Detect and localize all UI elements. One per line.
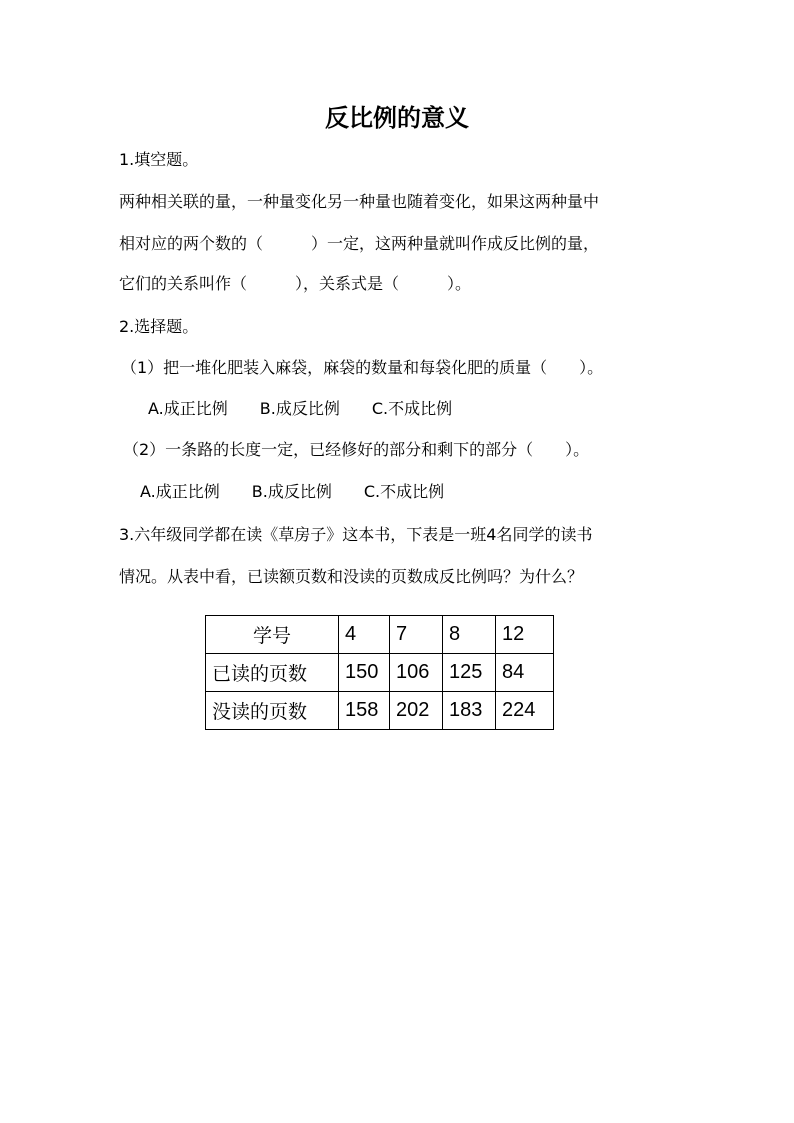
table-cell: 150 [339,654,390,692]
page-title: 反比例的意义 [325,104,469,132]
table-row [206,692,554,730]
q1-text-line-2: 相对应的两个数的（ ）一定，这两种量就叫作成反比例的量， [119,234,600,253]
q3-text-line-1: 3.六年级同学都在读《草房子》这本书，下表是一班4名同学的读书 [119,525,593,544]
table-header-cell: 8 [443,616,496,654]
table-header-row [206,616,554,654]
table-cell: 183 [443,692,496,730]
table-row-label: 没读的页数 [206,692,339,730]
q2-item-2: （2）一条路的长度一定，已经修好的部分和剩下的部分（ ）。 [123,440,590,459]
table-cell: 158 [339,692,390,730]
q1-text-line-1: 两种相关联的量，一种量变化另一种量也随着变化，如果这两种量中 [119,192,600,211]
q2-item-1-options: A.成正比例 B.成反比例 C.不成比例 [148,399,453,418]
table-header-cell: 学号 [206,616,339,654]
table-cell: 106 [390,654,443,692]
table-header-cell: 12 [496,616,554,654]
q2-item-1: （1）把一堆化肥装入麻袋，麻袋的数量和每袋化肥的质量（ ）。 [121,358,604,377]
reading-table [205,615,554,730]
table-header-cell: 4 [339,616,390,654]
q2-heading: 2.选择题。 [119,317,199,336]
q3-text-line-2: 情况。从表中看，已读额页数和没读的页数成反比例吗？为什么？ [119,567,584,586]
table-cell: 224 [496,692,554,730]
table-row-label: 已读的页数 [206,654,339,692]
table-row [206,654,554,692]
table-header-cell: 7 [390,616,443,654]
table-cell: 84 [496,654,554,692]
q2-item-2-options: A.成正比例 B.成反比例 C.不成比例 [140,482,445,501]
table-cell: 125 [443,654,496,692]
q1-heading: 1.填空题。 [119,150,199,169]
q1-text-line-3: 它们的关系叫作（ ），关系式是（ ）。 [119,274,472,293]
table-cell: 202 [390,692,443,730]
